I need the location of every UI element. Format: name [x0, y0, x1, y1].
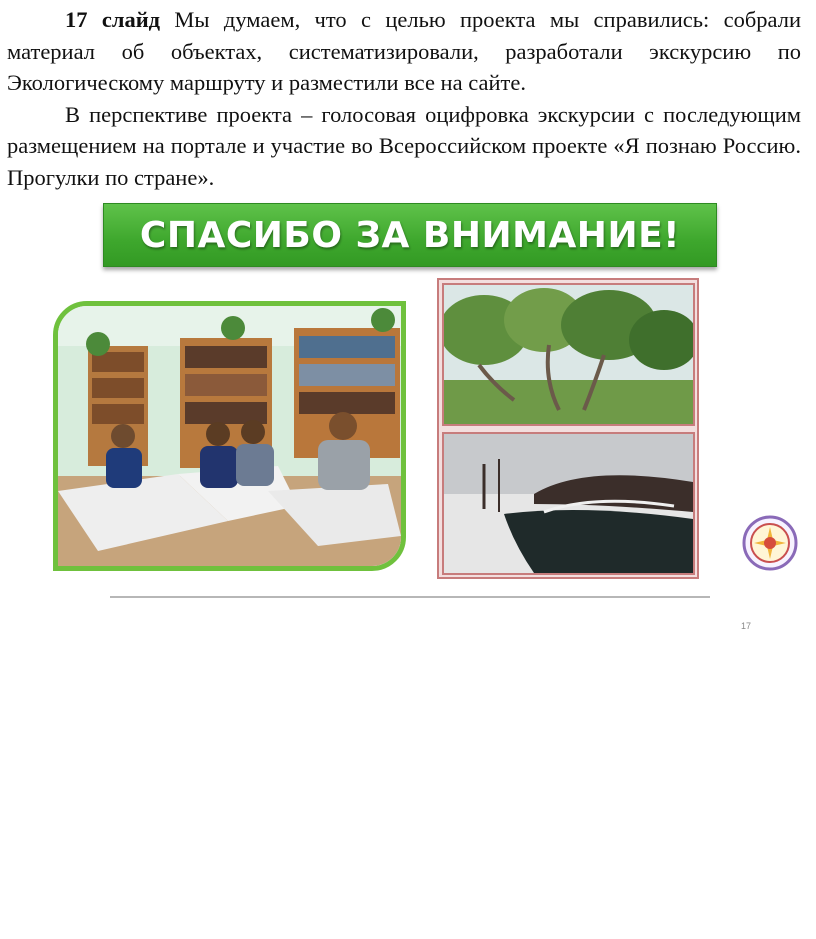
slide-label: 17 слайд — [65, 7, 161, 32]
classroom-illustration — [58, 306, 401, 566]
divider-line — [110, 596, 710, 598]
slide-number: 17 — [741, 621, 752, 631]
winter-river-illustration — [444, 434, 693, 573]
classroom-photo — [53, 301, 406, 571]
paragraph-2 — [7, 99, 801, 194]
banner-text: СПАСИБО ЗА ВНИМАНИЕ! — [139, 214, 681, 256]
logo-emblem — [742, 515, 798, 571]
winter-river-photo — [442, 432, 695, 575]
body-text — [7, 4, 801, 193]
thank-you-banner — [103, 203, 717, 267]
paragraph-1-text: Мы думаем, что с целью проекта мы справились: собрали материал об объектах, систематизировали, разработали экскурсию по Экологическому маршруту и разместили все на сайте. — [7, 7, 801, 95]
forest-illustration — [444, 285, 693, 424]
emblem-icon — [742, 515, 798, 571]
paragraph-1 — [7, 4, 801, 99]
paragraph-2-text: В перспективе проекта – голосовая оцифровка экскурсии с последующим размещением на портале и участие во Всероссийском проекте «Я познаю Россию. Прогулки по стране». — [7, 101, 801, 190]
forest-photo — [442, 283, 695, 426]
